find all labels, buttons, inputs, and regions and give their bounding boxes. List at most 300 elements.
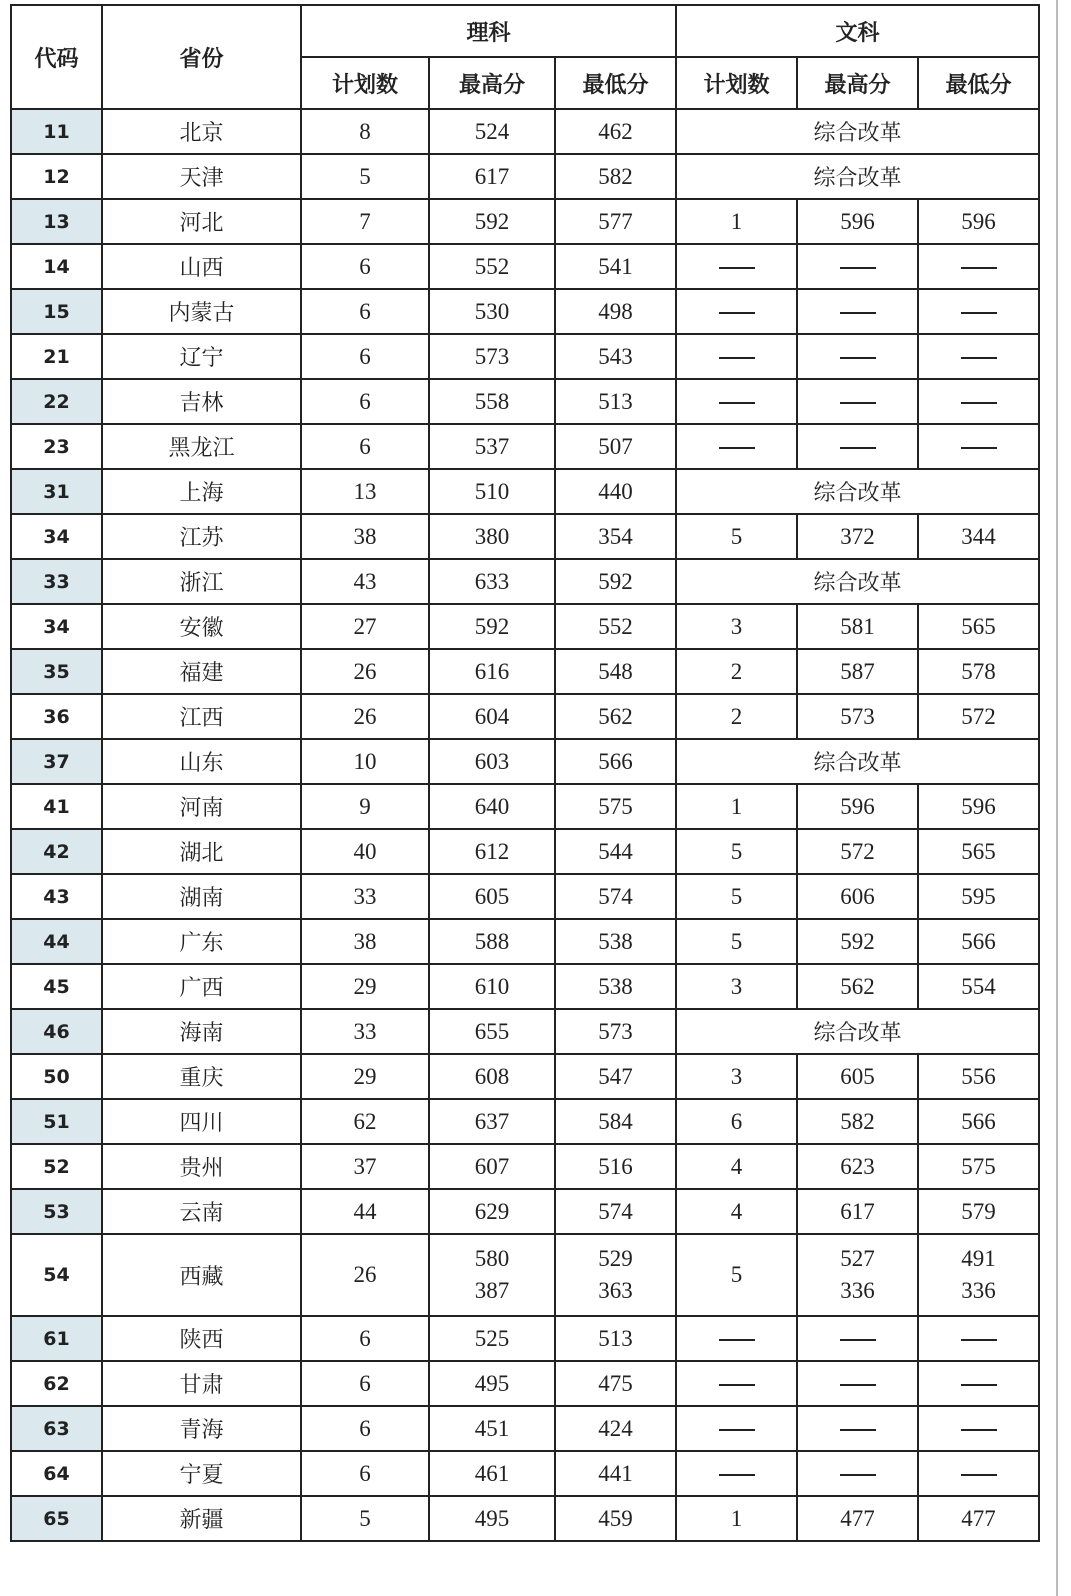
dash-mark <box>840 1384 876 1386</box>
arts-min: 595 <box>918 874 1039 919</box>
table-row <box>11 739 1039 784</box>
science-max: 616 <box>429 649 555 694</box>
row-code: 65 <box>11 1496 102 1541</box>
science-min: 543 <box>555 334 676 379</box>
row-province: 江苏 <box>102 514 301 559</box>
arts-min-none <box>918 424 1039 469</box>
science-min: 541 <box>555 244 676 289</box>
dash-mark <box>961 357 997 359</box>
arts-min <box>918 1234 1039 1316</box>
science-max: 495 <box>429 1496 555 1541</box>
row-code: 21 <box>11 334 102 379</box>
science-max: 608 <box>429 1054 555 1099</box>
table-row <box>11 1009 1039 1054</box>
header-province: 省份 <box>102 5 301 109</box>
table-row <box>11 199 1039 244</box>
arts-max: 587 <box>797 649 918 694</box>
table-row <box>11 649 1039 694</box>
score-line: 336 <box>840 1278 875 1303</box>
row-code: 12 <box>11 154 102 199</box>
row-province: 海南 <box>102 1009 301 1054</box>
arts-max-none <box>797 1406 918 1451</box>
science-plan: 26 <box>301 694 429 739</box>
table-row <box>11 289 1039 334</box>
table-row <box>11 1406 1039 1451</box>
header-code: 代码 <box>11 5 102 109</box>
row-code: 31 <box>11 469 102 514</box>
science-max: 617 <box>429 154 555 199</box>
arts-min: 556 <box>918 1054 1039 1099</box>
arts-max: 606 <box>797 874 918 919</box>
science-max: 461 <box>429 1451 555 1496</box>
arts-reform-cell: 综合改革 <box>676 109 1039 154</box>
arts-plan: 3 <box>676 604 797 649</box>
science-max: 524 <box>429 109 555 154</box>
arts-min-none <box>918 1406 1039 1451</box>
row-province: 福建 <box>102 649 301 694</box>
arts-min: 575 <box>918 1144 1039 1189</box>
science-plan: 62 <box>301 1099 429 1144</box>
science-plan: 5 <box>301 1496 429 1541</box>
arts-min-none <box>918 379 1039 424</box>
arts-plan: 3 <box>676 964 797 1009</box>
row-code: 11 <box>11 109 102 154</box>
arts-min: 565 <box>918 829 1039 874</box>
science-max: 610 <box>429 964 555 1009</box>
row-code: 15 <box>11 289 102 334</box>
row-province: 山西 <box>102 244 301 289</box>
science-plan: 10 <box>301 739 429 784</box>
row-province: 北京 <box>102 109 301 154</box>
arts-max: 596 <box>797 784 918 829</box>
science-max: 495 <box>429 1361 555 1406</box>
science-plan: 27 <box>301 604 429 649</box>
science-min: 441 <box>555 1451 676 1496</box>
arts-max-none <box>797 244 918 289</box>
dash-mark <box>840 357 876 359</box>
arts-max: 592 <box>797 919 918 964</box>
science-plan: 6 <box>301 424 429 469</box>
table-row <box>11 604 1039 649</box>
score-line: 336 <box>961 1278 996 1303</box>
row-code: 14 <box>11 244 102 289</box>
arts-min: 477 <box>918 1496 1039 1541</box>
arts-plan: 5 <box>676 919 797 964</box>
science-min: 507 <box>555 424 676 469</box>
page-edge-line <box>1056 0 1058 1596</box>
arts-plan-none <box>676 289 797 334</box>
arts-plan: 5 <box>676 829 797 874</box>
science-plan: 6 <box>301 334 429 379</box>
science-plan: 26 <box>301 1234 429 1316</box>
header-row-top <box>11 5 1039 57</box>
table-row <box>11 154 1039 199</box>
score-line: 363 <box>598 1278 633 1303</box>
row-province: 吉林 <box>102 379 301 424</box>
dash-mark <box>840 402 876 404</box>
table-row <box>11 379 1039 424</box>
row-province: 山东 <box>102 739 301 784</box>
row-code: 34 <box>11 514 102 559</box>
science-max: 510 <box>429 469 555 514</box>
arts-max: 605 <box>797 1054 918 1099</box>
science-max: 633 <box>429 559 555 604</box>
science-plan: 43 <box>301 559 429 604</box>
row-code: 41 <box>11 784 102 829</box>
row-code: 63 <box>11 1406 102 1451</box>
dash-mark <box>961 1339 997 1341</box>
science-max: 604 <box>429 694 555 739</box>
row-code: 52 <box>11 1144 102 1189</box>
science-plan: 7 <box>301 199 429 244</box>
science-max: 637 <box>429 1099 555 1144</box>
table-row <box>11 334 1039 379</box>
table-row <box>11 244 1039 289</box>
dash-mark <box>719 1384 755 1386</box>
arts-min-none <box>918 244 1039 289</box>
row-code: 50 <box>11 1054 102 1099</box>
score-line: 387 <box>474 1278 510 1303</box>
row-code: 43 <box>11 874 102 919</box>
table-row <box>11 1189 1039 1234</box>
table-row <box>11 1054 1039 1099</box>
admissions-table <box>10 4 1040 1542</box>
arts-min: 572 <box>918 694 1039 739</box>
dash-mark <box>719 402 755 404</box>
score-line: 529 <box>598 1246 633 1271</box>
science-min: 566 <box>555 739 676 784</box>
arts-min: 579 <box>918 1189 1039 1234</box>
arts-plan: 1 <box>676 199 797 244</box>
arts-plan: 4 <box>676 1144 797 1189</box>
arts-plan-none <box>676 1361 797 1406</box>
row-code: 61 <box>11 1316 102 1361</box>
arts-min: 578 <box>918 649 1039 694</box>
header-arts: 文科 <box>676 5 1039 57</box>
science-plan: 6 <box>301 244 429 289</box>
arts-min: 566 <box>918 1099 1039 1144</box>
row-province: 黑龙江 <box>102 424 301 469</box>
dash-mark <box>840 1429 876 1431</box>
dash-mark <box>840 1474 876 1476</box>
science-min: 516 <box>555 1144 676 1189</box>
science-plan: 6 <box>301 1406 429 1451</box>
science-min: 475 <box>555 1361 676 1406</box>
header-arts-plan: 计划数 <box>676 57 797 109</box>
row-code: 46 <box>11 1009 102 1054</box>
arts-min-none <box>918 1316 1039 1361</box>
row-province: 广东 <box>102 919 301 964</box>
row-province: 湖北 <box>102 829 301 874</box>
science-max: 612 <box>429 829 555 874</box>
science-plan: 37 <box>301 1144 429 1189</box>
science-min: 552 <box>555 604 676 649</box>
row-code: 33 <box>11 559 102 604</box>
dash-mark <box>719 267 755 269</box>
header-science-max: 最高分 <box>429 57 555 109</box>
arts-max: 477 <box>797 1496 918 1541</box>
arts-max: 582 <box>797 1099 918 1144</box>
table-row <box>11 1451 1039 1496</box>
arts-min-none <box>918 289 1039 334</box>
row-code: 22 <box>11 379 102 424</box>
table-body <box>11 109 1039 1541</box>
row-code: 36 <box>11 694 102 739</box>
science-max: 603 <box>429 739 555 784</box>
admissions-table-container <box>10 4 1038 1542</box>
table-row <box>11 694 1039 739</box>
arts-plan: 6 <box>676 1099 797 1144</box>
row-province: 安徽 <box>102 604 301 649</box>
arts-min: 596 <box>918 199 1039 244</box>
table-row <box>11 874 1039 919</box>
table-row <box>11 1361 1039 1406</box>
table-row <box>11 784 1039 829</box>
science-max <box>429 1234 555 1316</box>
science-min: 544 <box>555 829 676 874</box>
arts-plan: 5 <box>676 874 797 919</box>
arts-max: 372 <box>797 514 918 559</box>
dash-mark <box>719 447 755 449</box>
science-max: 537 <box>429 424 555 469</box>
row-code: 44 <box>11 919 102 964</box>
arts-plan-none <box>676 379 797 424</box>
arts-max-none <box>797 424 918 469</box>
arts-reform-cell: 综合改革 <box>676 739 1039 784</box>
arts-plan: 1 <box>676 784 797 829</box>
science-max: 573 <box>429 334 555 379</box>
table-row <box>11 919 1039 964</box>
table-row <box>11 469 1039 514</box>
science-plan: 6 <box>301 1361 429 1406</box>
science-min: 440 <box>555 469 676 514</box>
science-plan: 9 <box>301 784 429 829</box>
arts-reform-cell: 综合改革 <box>676 469 1039 514</box>
table-row <box>11 1144 1039 1189</box>
arts-max-none <box>797 289 918 334</box>
dash-mark <box>961 267 997 269</box>
arts-max: 572 <box>797 829 918 874</box>
header-science-min: 最低分 <box>555 57 676 109</box>
dash-mark <box>961 1429 997 1431</box>
arts-plan-none <box>676 1406 797 1451</box>
arts-max-none <box>797 1451 918 1496</box>
science-plan: 6 <box>301 379 429 424</box>
science-min: 538 <box>555 964 676 1009</box>
arts-plan: 1 <box>676 1496 797 1541</box>
science-min: 582 <box>555 154 676 199</box>
science-min: 577 <box>555 199 676 244</box>
row-province: 重庆 <box>102 1054 301 1099</box>
arts-max: 617 <box>797 1189 918 1234</box>
arts-max-none <box>797 334 918 379</box>
table-row <box>11 964 1039 1009</box>
arts-plan: 2 <box>676 694 797 739</box>
arts-max: 573 <box>797 694 918 739</box>
row-province: 上海 <box>102 469 301 514</box>
arts-plan: 2 <box>676 649 797 694</box>
arts-min: 596 <box>918 784 1039 829</box>
dash-mark <box>961 312 997 314</box>
score-line: 527 <box>840 1246 875 1271</box>
header-science-plan: 计划数 <box>301 57 429 109</box>
science-max: 552 <box>429 244 555 289</box>
arts-max: 596 <box>797 199 918 244</box>
dash-mark <box>719 357 755 359</box>
science-max: 592 <box>429 604 555 649</box>
science-max: 525 <box>429 1316 555 1361</box>
score-line: 491 <box>961 1246 996 1271</box>
arts-plan: 5 <box>676 1234 797 1316</box>
arts-max: 581 <box>797 604 918 649</box>
row-province: 陕西 <box>102 1316 301 1361</box>
science-max: 588 <box>429 919 555 964</box>
row-province: 云南 <box>102 1189 301 1234</box>
table-row <box>11 559 1039 604</box>
arts-max: 623 <box>797 1144 918 1189</box>
science-min: 574 <box>555 1189 676 1234</box>
science-plan: 26 <box>301 649 429 694</box>
dash-mark <box>840 1339 876 1341</box>
score-line: 580 <box>474 1246 510 1271</box>
science-plan: 33 <box>301 1009 429 1054</box>
science-min: 424 <box>555 1406 676 1451</box>
row-code: 34 <box>11 604 102 649</box>
row-code: 35 <box>11 649 102 694</box>
row-province: 辽宁 <box>102 334 301 379</box>
dash-mark <box>840 312 876 314</box>
row-code: 13 <box>11 199 102 244</box>
science-max: 605 <box>429 874 555 919</box>
science-plan: 38 <box>301 919 429 964</box>
science-min: 462 <box>555 109 676 154</box>
row-province: 内蒙古 <box>102 289 301 334</box>
arts-max-none <box>797 1361 918 1406</box>
science-max: 380 <box>429 514 555 559</box>
science-min: 513 <box>555 379 676 424</box>
row-province: 贵州 <box>102 1144 301 1189</box>
table-row <box>11 424 1039 469</box>
science-min: 584 <box>555 1099 676 1144</box>
dash-mark <box>961 402 997 404</box>
arts-max-none <box>797 1316 918 1361</box>
arts-min-none <box>918 1361 1039 1406</box>
science-plan: 13 <box>301 469 429 514</box>
science-min <box>555 1234 676 1316</box>
header-science: 理科 <box>301 5 676 57</box>
arts-plan: 3 <box>676 1054 797 1099</box>
table-row <box>11 1234 1039 1316</box>
science-plan: 8 <box>301 109 429 154</box>
science-max: 592 <box>429 199 555 244</box>
dash-mark <box>961 1384 997 1386</box>
science-max: 629 <box>429 1189 555 1234</box>
science-plan: 6 <box>301 1316 429 1361</box>
arts-plan-none <box>676 334 797 379</box>
arts-plan-none <box>676 1451 797 1496</box>
arts-min: 565 <box>918 604 1039 649</box>
table-row <box>11 1099 1039 1144</box>
arts-plan: 5 <box>676 514 797 559</box>
science-min: 547 <box>555 1054 676 1099</box>
dash-mark <box>719 1429 755 1431</box>
science-max: 607 <box>429 1144 555 1189</box>
science-plan: 44 <box>301 1189 429 1234</box>
arts-max: 562 <box>797 964 918 1009</box>
science-plan: 6 <box>301 289 429 334</box>
science-max: 655 <box>429 1009 555 1054</box>
science-min: 548 <box>555 649 676 694</box>
science-max: 530 <box>429 289 555 334</box>
science-min: 513 <box>555 1316 676 1361</box>
row-code: 45 <box>11 964 102 1009</box>
science-min: 538 <box>555 919 676 964</box>
arts-reform-cell: 综合改革 <box>676 1009 1039 1054</box>
science-plan: 29 <box>301 1054 429 1099</box>
science-min: 592 <box>555 559 676 604</box>
science-plan: 38 <box>301 514 429 559</box>
row-province: 甘肃 <box>102 1361 301 1406</box>
science-max: 640 <box>429 784 555 829</box>
table-row <box>11 1316 1039 1361</box>
header-arts-min: 最低分 <box>918 57 1039 109</box>
row-province: 青海 <box>102 1406 301 1451</box>
row-province: 浙江 <box>102 559 301 604</box>
science-min: 459 <box>555 1496 676 1541</box>
row-province: 西藏 <box>102 1234 301 1316</box>
row-code: 51 <box>11 1099 102 1144</box>
science-min: 574 <box>555 874 676 919</box>
arts-min: 554 <box>918 964 1039 1009</box>
table-row <box>11 514 1039 559</box>
arts-reform-cell: 综合改革 <box>676 154 1039 199</box>
dash-mark <box>840 267 876 269</box>
dash-mark <box>840 447 876 449</box>
arts-plan-none <box>676 1316 797 1361</box>
science-min: 573 <box>555 1009 676 1054</box>
row-code: 64 <box>11 1451 102 1496</box>
row-province: 四川 <box>102 1099 301 1144</box>
row-code: 54 <box>11 1234 102 1316</box>
dash-mark <box>719 1474 755 1476</box>
science-plan: 5 <box>301 154 429 199</box>
arts-max <box>797 1234 918 1316</box>
dash-mark <box>961 447 997 449</box>
arts-min-none <box>918 334 1039 379</box>
table-row <box>11 1496 1039 1541</box>
science-max: 451 <box>429 1406 555 1451</box>
row-province: 宁夏 <box>102 1451 301 1496</box>
row-province: 湖南 <box>102 874 301 919</box>
header-arts-max: 最高分 <box>797 57 918 109</box>
arts-plan-none <box>676 244 797 289</box>
row-province: 河北 <box>102 199 301 244</box>
row-province: 江西 <box>102 694 301 739</box>
arts-plan-none <box>676 424 797 469</box>
science-plan: 6 <box>301 1451 429 1496</box>
arts-plan: 4 <box>676 1189 797 1234</box>
arts-min-none <box>918 1451 1039 1496</box>
science-min: 562 <box>555 694 676 739</box>
science-plan: 29 <box>301 964 429 1009</box>
science-min: 498 <box>555 289 676 334</box>
dash-mark <box>719 1339 755 1341</box>
row-code: 62 <box>11 1361 102 1406</box>
science-plan: 33 <box>301 874 429 919</box>
table-row <box>11 109 1039 154</box>
row-code: 42 <box>11 829 102 874</box>
dash-mark <box>961 1474 997 1476</box>
